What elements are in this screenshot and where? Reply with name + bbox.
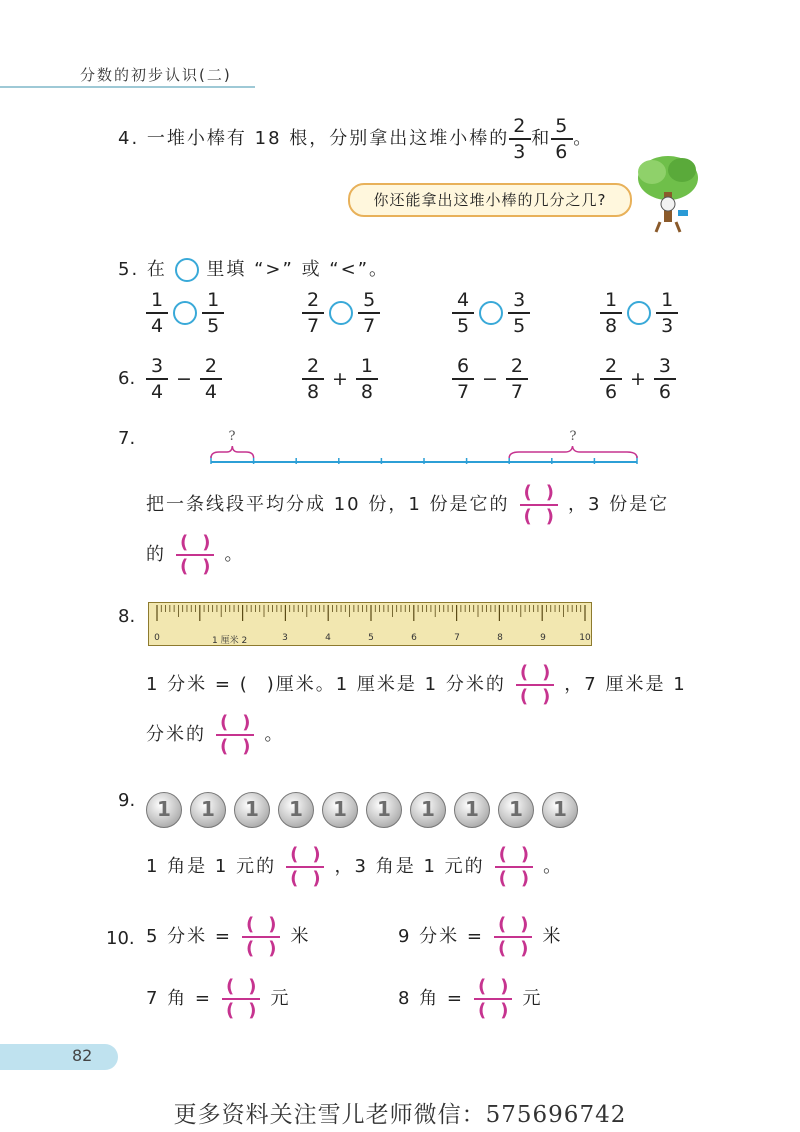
ruler — [148, 602, 592, 646]
answer-fraction-blank[interactable]: () () — [506, 664, 564, 706]
compare-circle[interactable] — [479, 301, 503, 325]
ruler-label: 6 — [411, 633, 417, 643]
q5-item-3 — [452, 290, 530, 336]
ruler-label: 5 — [368, 633, 374, 643]
numerator: 2 — [513, 115, 528, 137]
operator: + — [332, 367, 348, 390]
fraction: $\frac{1}{8}$ — [600, 290, 622, 336]
coin-icon: 1 — [410, 792, 446, 828]
answer-fraction-blank[interactable]: () () — [212, 978, 270, 1020]
answer-fraction-blank[interactable]: () () — [232, 916, 290, 958]
q10-item-b: 9 分米 = () () 米 — [398, 914, 563, 959]
header-divider — [0, 86, 255, 88]
coin-icon: 1 — [234, 792, 270, 828]
numerator: 5 — [555, 115, 570, 137]
q4-fraction-1 — [509, 116, 531, 162]
ruler-label: 1 厘米 2 — [212, 636, 248, 646]
compare-circle[interactable] — [329, 301, 353, 325]
operator: − — [482, 367, 498, 390]
ruler-label: 3 — [282, 633, 288, 643]
q10-item-c: 7 角 = () () 元 — [146, 976, 291, 1021]
speech-bubble: 你还能拿出这堆小棒的几分之几? — [348, 183, 632, 217]
ruler-label: 0 — [154, 633, 160, 643]
q10-item-a: 5 分米 = () () 米 — [146, 914, 311, 959]
ruler-label: 4 — [325, 633, 331, 643]
fraction: $\frac{2}{7}$ — [302, 290, 324, 336]
q8-line-2: 分米的 () () 。 — [146, 712, 285, 757]
page-number-tab — [0, 1044, 118, 1070]
q4-fraction-2 — [551, 116, 573, 162]
question-5-prompt — [118, 255, 389, 282]
q4-and: 和 — [531, 127, 552, 149]
compare-circle[interactable] — [173, 301, 197, 325]
page-number: 82 — [72, 1046, 93, 1065]
q4-number: 4. — [118, 127, 140, 149]
circle-icon — [175, 258, 199, 282]
ruler-label: 10 — [579, 633, 591, 643]
compare-circle[interactable] — [627, 301, 651, 325]
answer-fraction-blank[interactable]: () () — [464, 978, 522, 1020]
denominator: 6 — [555, 140, 570, 163]
answer-fraction-blank[interactable]: () () — [510, 484, 568, 526]
fraction: $\frac{4}{5}$ — [452, 290, 474, 336]
q7-question-mark-1: ? — [228, 429, 236, 444]
coin-icon: 1 — [190, 792, 226, 828]
footer-watermark: 更多资料关注雪儿老师微信：575696742 — [173, 1102, 627, 1128]
q5-post: 里填 “>” 或 “<”。 — [206, 259, 390, 280]
page-header-title: 分数的初步认识(二) — [80, 66, 232, 84]
q5-item-4 — [600, 290, 678, 336]
ruler-label: 7 — [454, 633, 460, 643]
q5-pre: 在 — [146, 259, 167, 280]
fraction: $\frac{1}{3}$ — [656, 290, 678, 336]
q5-item-1 — [146, 290, 224, 336]
answer-fraction-blank[interactable]: () () — [485, 846, 543, 888]
coin-icon: 1 — [322, 792, 358, 828]
q7-line-1: 把一条线段平均分成 10 份，1 份是它的 () () ，3 份是它 — [146, 482, 670, 527]
coin-icon: 1 — [146, 792, 182, 828]
coin-icon: 1 — [366, 792, 402, 828]
q6-item-1: $\frac{3}{4}$ − $\frac{2}{4}$ — [146, 356, 222, 402]
operator: − — [176, 367, 192, 390]
q9-line: 1 角是 1 元的 () () ，3 角是 1 元的 () () 。 — [146, 844, 564, 889]
q9-number: 9. — [118, 790, 136, 811]
answer-fraction-blank[interactable]: () () — [484, 916, 542, 958]
ruler-label: 9 — [540, 633, 546, 643]
segment-diagram — [205, 422, 645, 470]
coin-row — [146, 792, 586, 828]
answer-fraction-blank[interactable]: () () — [276, 846, 334, 888]
q5-item-2 — [302, 290, 380, 336]
coin-icon: 1 — [454, 792, 490, 828]
q6-item-2: $\frac{2}{8}$ + $\frac{1}{8}$ — [302, 356, 378, 402]
fraction: $\frac{5}{7}$ — [358, 290, 380, 336]
q8-line-1: 1 分米 = ( )厘米。1 厘米是 1 分米的 () () ，7 厘米是 1 — [146, 662, 687, 707]
plant-character-icon — [630, 152, 706, 234]
denominator: 3 — [513, 140, 528, 163]
operator: + — [630, 367, 646, 390]
q6-number: 6. — [118, 368, 136, 389]
ruler-label: 8 — [497, 633, 503, 643]
q8-number: 8. — [118, 606, 136, 627]
q5-number: 5. — [118, 259, 140, 280]
q10-item-d: 8 角 = () () 元 — [398, 976, 543, 1021]
coin-icon: 1 — [278, 792, 314, 828]
ruler-ticks — [149, 603, 590, 633]
q4-end: 。 — [573, 127, 594, 149]
fraction: $\frac{3}{5}$ — [508, 290, 530, 336]
q6-item-3: $\frac{6}{7}$ − $\frac{2}{7}$ — [452, 356, 528, 402]
coin-icon: 1 — [542, 792, 578, 828]
question-4 — [118, 116, 593, 162]
coin-icon: 1 — [498, 792, 534, 828]
fraction: $\frac{1}{4}$ — [146, 290, 168, 336]
q6-item-4: $\frac{2}{6}$ + $\frac{3}{6}$ — [600, 356, 676, 402]
fraction: $\frac{1}{5}$ — [202, 290, 224, 336]
q4-text: 一堆小棒有 18 根，分别拿出这堆小棒的 — [146, 127, 510, 149]
q10-number: 10. — [106, 928, 135, 949]
answer-fraction-blank[interactable]: () () — [166, 534, 224, 576]
q7-line-2: 的 () () 。 — [146, 532, 245, 577]
q7-question-mark-2: ? — [569, 429, 577, 444]
q7-number: 7. — [118, 428, 136, 449]
answer-fraction-blank[interactable]: () () — [206, 714, 264, 756]
